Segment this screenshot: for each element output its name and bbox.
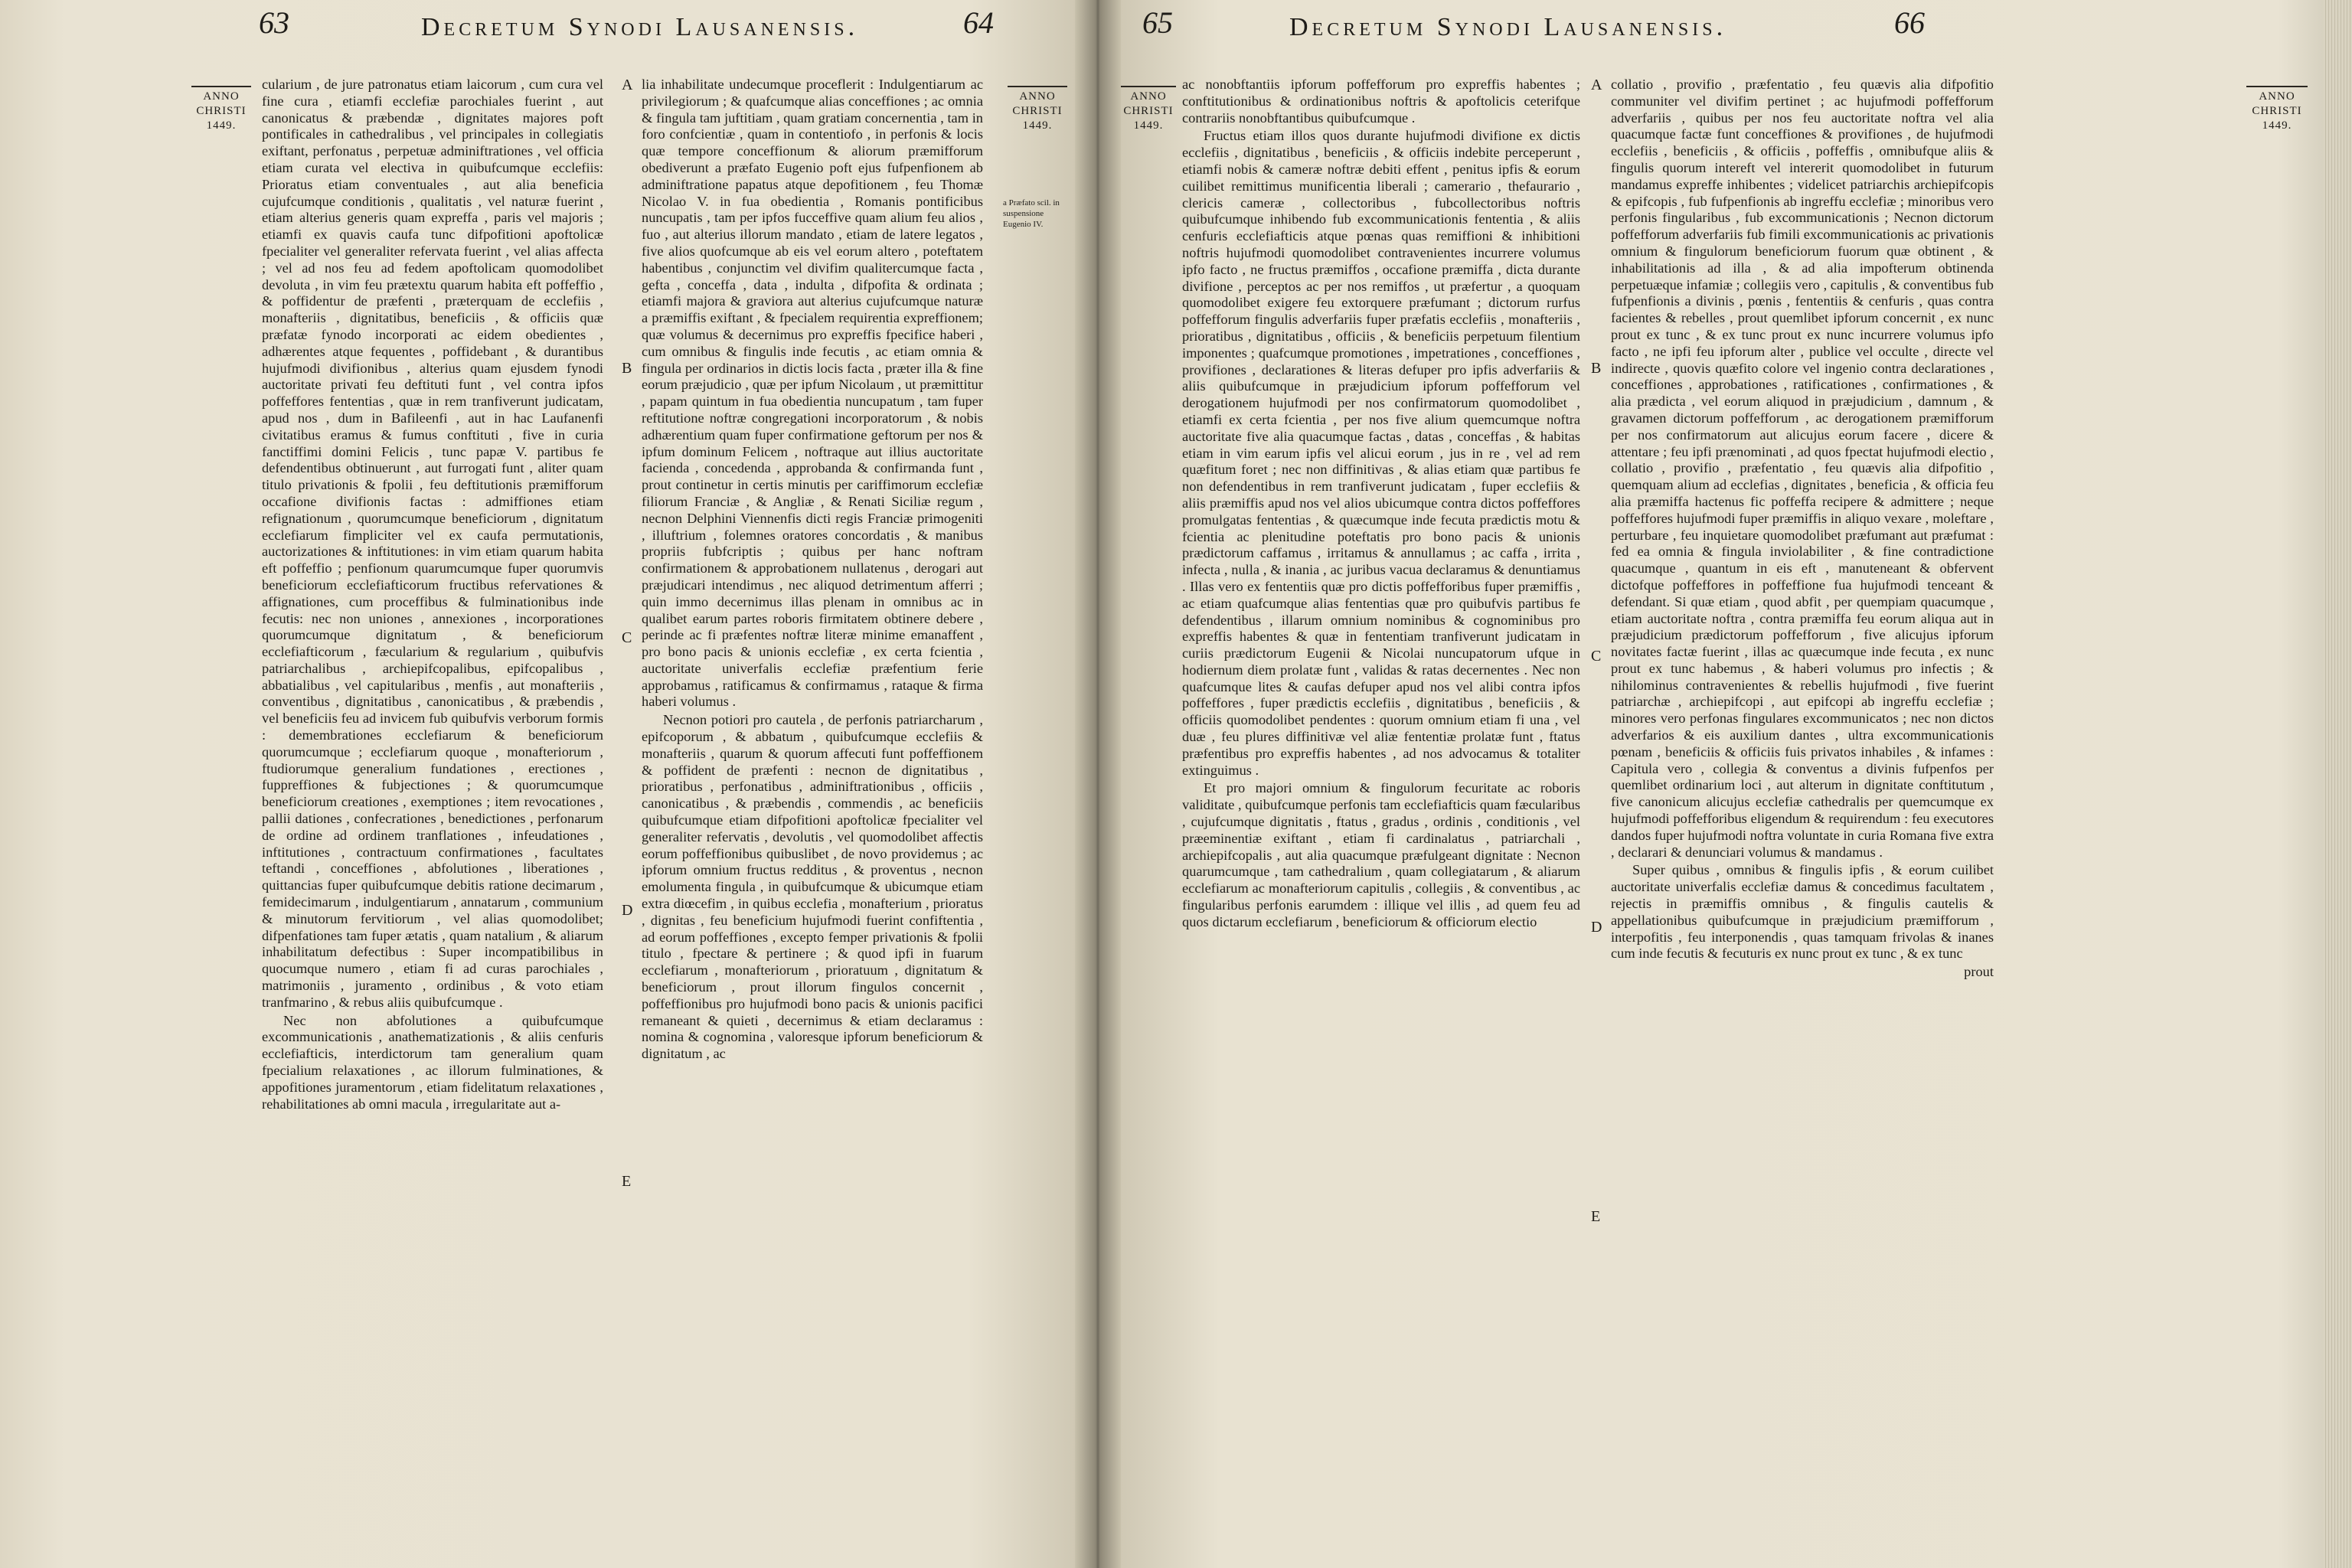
paragraph: Fructus etiam illos quos durante hujufmodi divifione ex dictis ecclefiis , dignitatibus , beneficiis , & officiis indebite perceperunt , etiamfi nobis & cameræ noftræ debiti effent , penitus ipfis & eorum cuilibet remittimus munificentia liberali ; camerario , thefaurario , clericis cameræ , collectoribus , fubcollectoribus noftris quibufcumque inhibendo fub excommunicationis fententia , & aliis cenfuris ecclefiafticis atque pœnas quas remiffioni & inhibitioni noftris hujufmodi quomodolibet contravenientes incurrere volumus ipfo facto , ne fructus præmiffos , occafione præmiffa , dicta durante divifione , perceptos ac per nos remiffos , ut præfertur , a quoquam quomodolibet exigere feu extorquere præfumant ; dictorum rurfus poffefforum fingulis adverfariis fuper præfatis ecclefiis , monafteriis , prioratibus , dignitatibus , officiis , & beneficiis perpetuum filentium imponentes ; quafcumque promotiones , impetrationes , conceffiones , provifiones , declarationes & literas defuper pro ipfis adverfariis & aliis quibufcumque in præjudicium ipforum poffefforum vel derogationem hujufmodi per nos confirmatorum quomodolibet , etiamfi ex certa fcientia , per nos five alium quemcumque noftra auctoritate five alia quacumque factas , datas , conceffas , & habitas etiam in vim earum ipfis vel alicui eorum , jus in re , vel ad rem quæfitum foret ; nec non diffinitivas , & alias etiam quæ partibus fe non defendentibus in rem tranfiverunt judicatam , fuper ecclefiis & aliis præmiffis apud nos vel alios ubicumque contra dictos poffeffores promulgatas fententias , & quæcumque inde fecuta prædictis motu & fcientia ac plenitudine poteftatis pro bono pacis & unionis prædictorum caffamus , irritamus & annullamus ; ac caffa , irrita , infecta , nulla , & inania , ac juribus vacua declaramus & denuntiamus . Illas vero ex fententiis quæ pro dictis poffefforibus fuper præmiffis , ac etiam quafcumque alias fententias quæ pro quibufvis partibus fe defendentibus , illarum omnium nominibus & cognominibus pro expreffis habentes & quæ in fententiam tranfiverunt judicatam in curiis prædictorum Eugenii & Nicolai nuncupatorum ufque in hodiernum diem prolatæ funt , validas & ratas decernentes . Nec non quafcumque lites & caufas defuper apud nos vel alibi contra ipfos poffeffores , fuper prædictis ecclefiis , dignitatibus , beneficiis , & officiis quomodolibet pendentes : quorum omnium etiam fi una , vel duæ , feu plures diffinitivæ vel aliæ fententiæ prolatæ funt , ftatus præfentibus pro expreffis habentes , ad nos advocamus & totaliter extinguimus . xyxy=(1182,128,1580,778)
running-head: Decretum Synodi Lausanensis. xyxy=(421,13,859,41)
paragraph: Necnon potiori pro cautela , de perfonis patriarcharum , epifcoporum , & abbatum , quibufcumque ecclefiis & monafteriis , quarum & quorum affecuti funt poffeffionem & poffident de præfenti : necnon de dignitatibus , prioratibus , perfonatibus , adminiftrationibus , officiis , canonicatibus , & præbendis , commendis , ac beneficiis quibufcumque etiam difpofitioni apoftolicæ fpecialiter vel generaliter refervatis , devolutis , vel quomodolibet affectis eorum poffeffionibus quibuslibet , de novo providemus ; ac ipforum omnium fructus redditus , & proventus , necnon emolumenta fingula , in quibufcumque & ubicumque etiam extra diœcefim , in quibus ecclefia , monafterium , prioratus , dignitas , feu beneficium hujufmodi fuerint confiftentia , ad eorum poffeffiones , excepto femper privationis & fpolii titulo , fpectare & pertinere ; & quod ipfi in fuarum ecclefiarum , monafteriorum , prioratuum , dignitatum & beneficiorum , prout illorum fingulos concernit , poffeffionibus pro hujufmodi bono pacis & unionis pacifici remaneant & quieti , decernimus & etiam declaramus : nomina & cognomina , valoresque ipforum beneficiorum & dignitatum , ac xyxy=(642,712,983,1062)
paragraph: Nec non abfolutiones a quibufcumque excommunicationis , anathematizationis , & aliis cenfuris ecclefiafticis, interdictorum tam generalium quam fpecialium relaxationes , ac illorum fulminationes, & appofitiones juramentorum , etiam fidelitatum relaxationes , rehabilitationes ab omni macula , irregularitate aut a- xyxy=(262,1012,603,1112)
right-page xyxy=(1121,0,2352,1568)
paragraph: lia inhabilitate undecumque proceflerit : Indulgentiarum ac privilegiorum ; & quafcumque alias conceffiones ; ac omnia & fingula tam juftitiam , quam gratiam concernentia , tam in foro confcientiæ , quam in contentiofo , in perfonis & locis quæ tempore conceffionum & aliorum præmifforum obediverunt a præfato Eugenio poft ejus fufpenfionem ab adminiftratione papatus atque depofitionem , feu Thomæ Nicolao V. in fua obedientia , Romanis pontificibus nuncupatis , tam per ipfos fucceffive quam alium feu alios , fuo , aut alterius illorum mandato , etiam de latere legatos , five alios quofcumque ab eis vel eorum altero , poteftatem habentibus , conjunctim vel divifim qualitercumque facta , gefta , conceffa , data , indulta , difpofita & ordinata ; etiamfi majora & graviora aut alterius cujufcumque naturæ a præmiffis exiftant , & fpecialem requirentia expreffionem; quæ volumus & decernimus pro expreffis fpecifice haberi , cum omnibus & fingulis inde fecutis , ac etiam omnia & fingula per ordinarios in dictis locis facta , præter illa & fine eorum præjudicio , quæ per ipfum Nicolaum , ut præmittitur , papam quintum in fua obedientia nuncupatum , tam fuper reftitutione noftræ congregationi incorporatorum , & nobis adhærentium quam fuper confirmatione geftorum per nos & ipfum dominum Felicem , noftraque aut illius auctoritate facienda , concedenda , approbanda & confirmanda funt , prout continetur in certis minutis per cariffimorum ecclefiæ filiorum Franciæ , & Angliæ , & Renati Siciliæ regum , necnon Delphini Viennenfis dicti regis Franciæ primogeniti , illuftrium , folemnes oratores concordatis , & manibus propriis fubfcriptis ; quibus per hanc noftram confirmationem & approbationem nullatenus , derogari aut præjudicari intendimus , nec aliquod detrimentum afferri ; quin immo decernimus illas plenam in omnibus ac in qualibet earum partes roboris firmitatem obtinere debere , perinde ac fi præfentes noftræ literæ minime emanaffent , pro bono pacis & unionis ecclefiæ , ex certa fcientia , auctoritate univerfalis ecclefiæ præfentium ferie approbamus , ratificamus & confirmamus , rataque & firma haberi volumus . xyxy=(642,77,983,710)
text-column xyxy=(1611,77,2239,981)
book-gutter xyxy=(1075,0,1121,1568)
text-column xyxy=(642,77,983,1063)
margin-note-anno: ANNO CHRISTI 1449. xyxy=(1121,86,1176,133)
left-page xyxy=(0,0,1075,1568)
paragraph: ac nonobftantiis ipforum poffefforum pro expreffis habentes ; conftitutionibus & ordinationibus noftris & apoftolicis ceterifque contrariis nonobftantibus quibufcumque . xyxy=(1182,77,1580,126)
paragraph: collatio , provifio , præfentatio , feu quævis alia difpofitio communiter vel divifim pertinet ; ac hujufmodi poffefforum adverfariis , quibus per nos feu auctoritate noftra vel alia quacumque factæ funt conceffiones & provifiones , de hujufmodi ecclefiis , beneficiis , & officiis , poffeffis , omnibufque aliis & fingulis quorum intereft vel intererit quomodolibet in futurum mandamus expreffe inhibentes ; videlicet patriarchis archiepifcopis & epifcopis , fub fufpenfionis ab ingreffu ecclefiæ ; minoribus vero perfonis fingularibus , fub excommunicationis ; Necnon dictorum poffefforum adverfariis fub fimili excommunicationis ac privationis omnium & fingulorum beneficiorum fuorum quæ obtinent , & inhabilitationis ad illa , & ad alia impofterum obtinenda perpetuæque infamiæ ; collegiis vero , capitulis , & conventibus fub fufpenfionis a divinis , pœnis , fententiis & cenfuris , quas contra facientes & rebelles , prout quemlibet ipforum concernit , ex nunc prout ex tunc , & ex tunc prout ex nunc incurrere volumus ipfo facto , ne ipfi feu ipforum alter , publice vel occulte , directe vel indirecte , quovis quæfito colore vel ingenio contra declarationes , conceffiones , approbationes , ratificationes , confirmationes , & alia prædicta , vel eorum aliquod in præjudicium , damnum , & gravamen dictorum poffefforum , ac derogationem præmifforum per nos confirmatorum aut alicujus eorum facere , dicere & attentare ; feu ipfi prænominati , ad quos fpectat hujufmodi electio , collatio , provifio , præfentatio , feu quævis alia difpofitio , quemquam alium ad ecclefias , dignitates , beneficia , & officia feu alia præmiffa hactenus fic poffeffa recipere & admittere ; neque poffeffores hujufmodi fuper præmiffis in aliquo vexare , moleftare , perturbare , feu inquietare quomodolibet præfumant aut præfumat : fed ea omnia & fingula inviolabiliter , & fine contradictione quacumque , quantum in eis eft , manuteneant & obfervent dictofque poffeffores in poffeffione fua hujufmodi tenceant & defendant. Si quæ etiam , quod abfit , per quempiam quacumque , etiam auctoritate noftra , contra præmiffa feu eorum aliqua aut in præjudicium prædictorum poffefforum , five alicujus ipforum novitates factæ fuerint , illas ac quæcumque inde fecuta , ex nunc prout ex tunc habemus , & haberi volumus pro infectis ; & nihilominus contravenientes & rebellis hujufmodi , five fuerint patriarchæ , archiepifcopi , aut epifcopi ab ingreffu ecclefiæ ; minores vero perfonas fingulares excommunicatos ; nec non dictos adverfarios & eis auxilium dantes , ultra excommunicationis pœnam , beneficiis & officiis fuis privatos inhabiles , & infames : Capitula vero , collegia & conventus a divinis fufpenfos per quemlibet ordinarium loci , aut alterum in dignitate conftitutum , five canonicum alicujus ecclefiæ cathedralis per quemcumque ex hujufmodi poffefforibus eligendum & requirendum : feu executores dandos fuper hujufmodi noftra voluntate in curia Romana five extra , declarari & denunciari volumus & mandamus . xyxy=(1611,77,1994,860)
page-number: 65 xyxy=(1142,5,1173,40)
paragraph: cularium , de jure patronatus etiam laicorum , cum cura vel fine cura , etiamfi ecclefiæ parochiales fuerint , aut canonicatus & præbendæ , dignitates majores poft pontificales in cathedralibus , vel principales in collegiatis exiftant, perfonatus , perpetuæ adminiftrationes , vel officia etiam curata vel electiva in quibufcumque ecclefiis: Prioratus etiam conventuales , aut alia beneficia cujufcumque conditionis , qualitatis , vel naturæ fuerint , etiam alterius generis quam expreffa , paris vel majoris ; etiamfi ex quavis caufa tunc difpofitioni apoftolicæ fpecialiter vel generaliter refervata fuerint , vel alias affecta ; vel ad nos feu ad fedem apoftolicam quomodolibet devoluta , in vim feu prætextu quarum habita eft poffeffio , & poffidentur de præfenti , præterquam de ecclefiis , monafteriis , dignitatibus, beneficiis , & officiis quæ præfatæ fynodo incorporati ac eidem obedientes , adhærentes atque fequentes , poffidebant , & durantibus hujufmodi divifionibus , alterius quam ejusdem fynodi auctoritate privati feu deftituti funt , vel contra ipfos poffeffores fententias , quæ in rem tranfiverunt judicatam, apud nos , dum in Bafileenfi , aut in hac Laufanenfi civitatibus eramus & fumus conftituti , five in curia fanctiffimi domini Felicis , tunc papæ V. partibus fe defendentibus obtinuerunt , aut furrogati funt , aliter quam titulo privationis & fpolii , feu deftitutionis præmifforum occafione divifionis factas : admiffiones etiam refignationum , quorumcumque beneficiorum , dignitatum ecclefiarum fimpliciter vel ex caufa permutationis, auctorizationes & inftitutiones: in vim etiam quarum habita eft poffeffio ; penfionum quarumcumque fuper quorumvis beneficiorum ecclefiafticorum fructibus refervationes & affignationes, cum proceffibus & fulminationibus inde fecutis: nec non uniones , annexiones , incorporationes quorumcumque dignitatum , & beneficiorum ecclefiafticorum , fæcularium & regularium , quibufvis patriarchalibus , archiepifcopalibus, epifcopalibus , abbatialibus , vel capitularibus , menfis , aut monafteriis , conventibus , dignitatibus , canonicatibus , & præbendis , vel beneficiis feu ad invicem fub quibufvis verborum formis : demembrationes ecclefiarum & beneficiorum quorumcumque ; ecclefiarum quoque , monafteriorum , ftudiorumque generalium fundationes , erectiones , fuppreffiones & fubjectiones ; & quorumcumque beneficiorum creationes , exemptiones ; item revocationes , pallii dationes , confecrationes , benedictiones , perfonarum de ordine ad ordinem tranflationes , infeudationes , inftitutiones , contractuum confirmationes , facultates teftandi , conceffiones , abfolutiones , liberationes , quittancias fuper quibufcumque debitis ratione decimarum , femidecimarum , indulgentiarum , annatarum , communium & minutorum fervitiorum , vel alias quomodolibet; difpenfationes tam fuper ætatis , quam natalium , & aliarum inhabilitatum defectibus : Super incompatibilibus in quocumque numero , etiam fi ad curas parochiales , matrimoniis , juramento , ordinibus , & voto etiam tranfmarino , & rebus aliis quibufcumque . xyxy=(262,77,603,1010)
text-column xyxy=(262,77,603,1112)
section-letter: D xyxy=(1591,919,1602,936)
margin-note-anno: ANNO CHRISTI 1449. xyxy=(191,86,251,133)
section-letter: C xyxy=(622,629,632,646)
text-column xyxy=(1182,77,1580,931)
page-edges xyxy=(2323,0,2352,1568)
margin-note-anno: ANNO CHRISTI 1449. xyxy=(2246,86,2308,133)
catchword: prout xyxy=(1964,964,1994,980)
page-number: 63 xyxy=(259,5,289,40)
section-letter: D xyxy=(622,902,633,919)
section-letter: C xyxy=(1591,648,1602,665)
sidenote: a Præfato scil. in suspensione Eugenio IV. xyxy=(1003,198,1060,229)
section-letter: B xyxy=(622,360,632,377)
margin-note-anno: ANNO CHRISTI 1449. xyxy=(1008,86,1067,133)
page-number: 64 xyxy=(963,5,994,40)
page-number: 66 xyxy=(1894,5,1925,40)
section-letter: E xyxy=(1591,1208,1601,1225)
paragraph: Super quibus , omnibus & fingulis ipfis , & eorum cuilibet auctoritate univerfalis ecclefiæ damus & concedimus facultatem , rejectis in præmiffis omnibus , & fingulis cautelis & appellationibus quibufcumque in præjudicium præmifforum , interpofitis , feu interponendis , quas tamquam frivolas & inanes cum inde fecutis & fecuturis ex nunc prout ex tunc , & ex tunc xyxy=(1611,862,1994,962)
section-letter: B xyxy=(1591,360,1602,377)
section-letter: A xyxy=(1591,77,1602,93)
section-letter: A xyxy=(622,77,633,93)
paragraph: Et pro majori omnium & fingulorum fecuritate ac roboris validitate , quibufcumque perfonis tam ecclefiafticis quam fæcularibus , cujufcumque dignitatis , ftatus , gradus , ordinis , conditionis , vel præeminentiæ exiftant , etiam fi cardinalatus , patriarchali , archiepifcopalis , aut alia quacumque præfulgeant dignitate : Necnon quarumcumque , tam cathedralium , quam collegiatarum , & aliarum ecclefiarum ac monafteriorum capitulis , collegiis , & conventibus , ac fingularibus perfonis earumdem : illique vel illis , ad quem feu ad quos dictarum ecclefiarum , beneficiorum & officiorum electio xyxy=(1182,780,1580,929)
section-letter: E xyxy=(622,1173,632,1190)
running-head: Decretum Synodi Lausanensis. xyxy=(1289,13,1727,41)
